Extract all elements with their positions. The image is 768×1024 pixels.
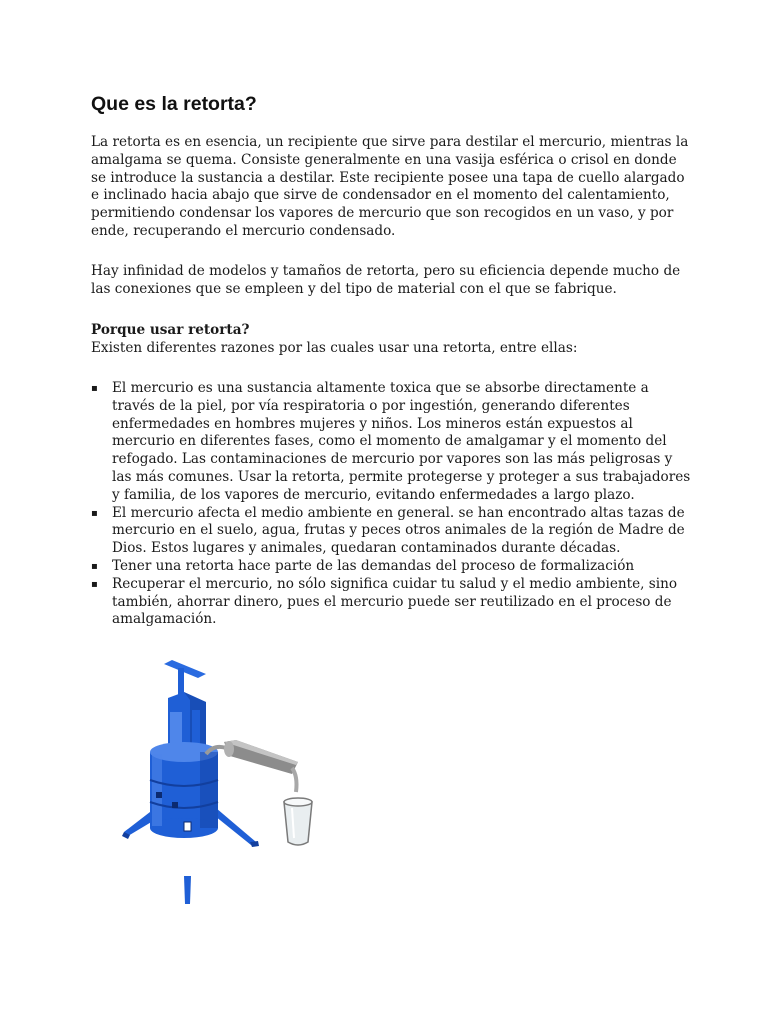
retort-condenser [206, 740, 298, 792]
list-item [91, 576, 691, 629]
reasons-list [91, 380, 691, 629]
bullet-icon: ▪ [91, 578, 98, 590]
retort-vessel [150, 742, 218, 838]
list-item [91, 558, 691, 576]
list-item-text: El mercurio afecta el medio ambiente en general. se han encontrado altas tazas de mercurio en el suelo, agua, frutas y peces otros animales de la región de Madre de Dios. Estos lugares y animales, quedaran contaminados durante décadas. [112, 504, 685, 557]
bullet-icon: ▪ [91, 507, 98, 519]
retort-handle [164, 660, 206, 698]
list-item [91, 380, 691, 505]
reasons-intro-paragraph: Existen diferentes razones por las cuales usar una retorta, entre ellas: [91, 340, 578, 356]
list-item [91, 505, 691, 558]
intro-paragraph: La retorta es en esencia, un recipiente que sirve para destilar el mercurio, mientras la amalgama se quema. Consiste generalmente en una vasija esférica o crisol en donde se introduce la sustancia a destilar. Este recipiente posee una tapa de cuello alargado e inclinado hacia abajo que sirve de condensador en el momento del calentamiento, permitiendo condensar los vapores de mercurio que son recogidos en un vaso, y por ende, recuperando el mercurio condensado. [91, 134, 689, 239]
section-heading: Porque usar retorta? [91, 322, 250, 338]
retort-illustration-icon [112, 652, 332, 908]
list-item-text: Recuperar el mercurio, no sólo significa cuidar tu salud y el medio ambiente, sino también, ahorrar dinero, pues el mercurio puede ser reutilizado en el proceso de amalgamación. [112, 575, 678, 628]
list-item-text: Tener una retorta hace parte de las demandas del proceso de formalización [112, 557, 635, 574]
collection-glass [284, 798, 312, 845]
bullet-icon: ▪ [91, 383, 98, 394]
page-title: Que es la retorta? [91, 93, 257, 115]
list-item-text: El mercurio es una sustancia altamente toxica que se absorbe directamente a través de la piel, por vía respiratoria o por ingestión, generando diferentes enfermedades en hombres mujeres y niños. Los mineros están expuestos al mercurio en diferentes fases, como el momento de amalgamar y el momento del refogado. Las contaminaciones de mercurio por vapores son las más peligrosas y las más comunes. Usar la retorta, permite protegerse y proteger a sus trabajadores y familia, de los vapores de mercurio, evitando enfermedades a largo plazo. [112, 380, 691, 503]
bullet-icon: ▪ [91, 560, 98, 572]
models-paragraph: Hay infinidad de modelos y tamaños de retorta, pero su eficiencia depende mucho de las conexiones que se empleen y del tipo de material con el que se fabrique. [91, 263, 681, 297]
